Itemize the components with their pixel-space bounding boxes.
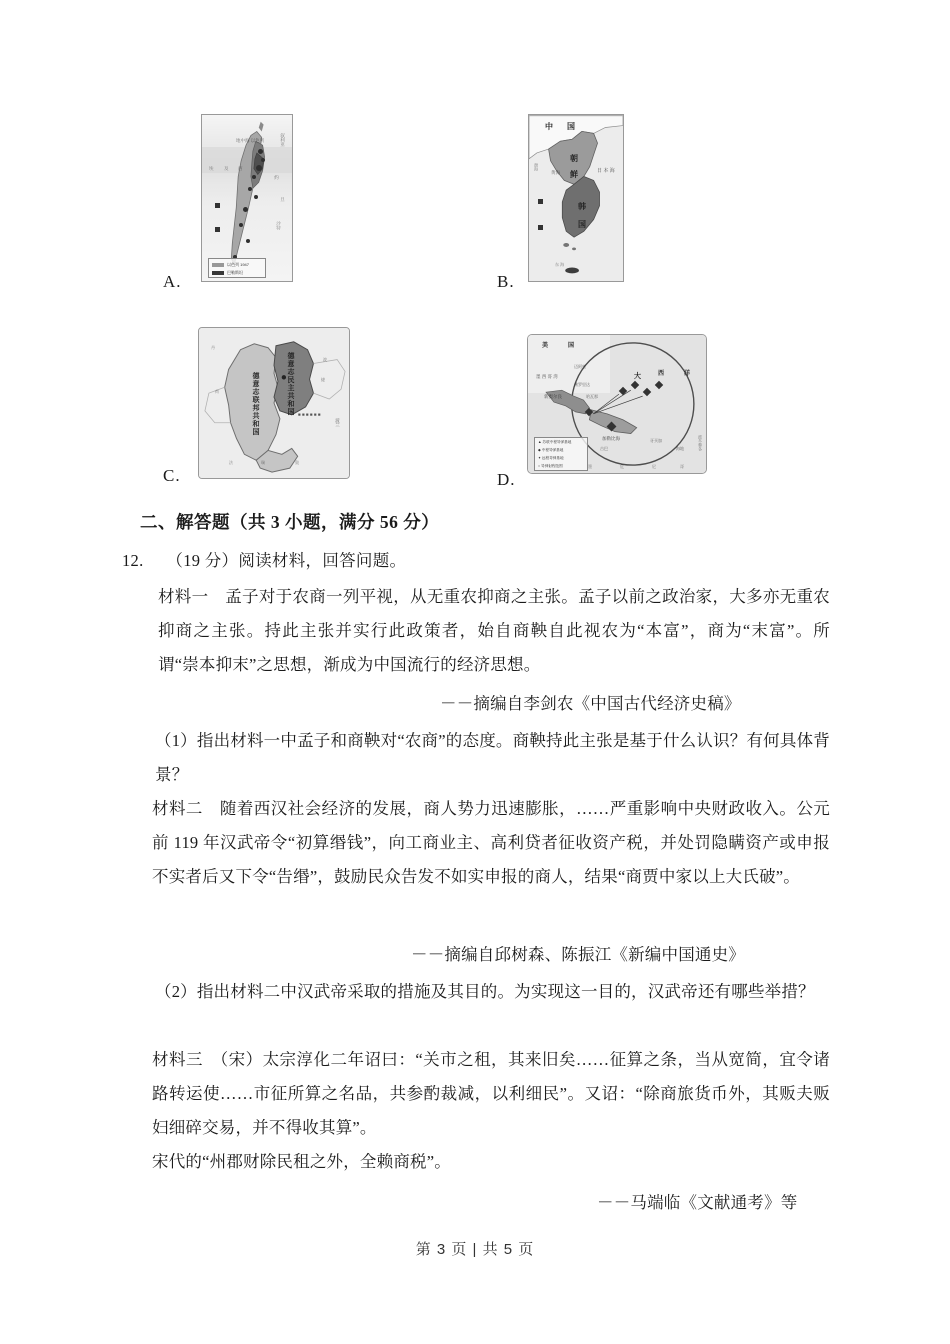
section-heading: 二、解答题（共 3 小题，满分 56 分） <box>140 512 440 532</box>
material-three: 材料三 （宋）太宗淳化二年诏曰：“关市之租，其来旧矣……征算之条，当从宽简，宜令诸路转运使……市征所算之名品，共参酌裁减，以利细民”。又诏：“除商旅货币外，其贩夫贩妇细碎交易，并不得收其算”。 <box>152 1050 830 1137</box>
east-germany-label: 德意志民主共和国 <box>287 352 294 416</box>
west-germany-label: 德意志联邦共和国 <box>252 372 259 436</box>
page-footer: 第 3 页 | 共 5 页 <box>415 1241 535 1258</box>
material-three-tail: 宋代的“州郡财除民租之外，全赖商税”。 <box>152 1152 451 1171</box>
cuba-caribbean-map: 美 国 大 西 洋 墨 西 哥 湾 迈阿密 佛罗里达 新奥尔良 哈瓦那 加勒比海 古巴 牙买加 海地 波多黎各 ▲ 苏联中程导弹基地 ◆ 中程导弹基地 ✦ 远程导弹基地 ○ 导弹射程范围 墨 危 尼 哥 <box>527 334 707 474</box>
choice-a-label: A. <box>163 272 182 291</box>
map-d-legend: ▲ 苏联中程导弹基地 ◆ 中程导弹基地 ✦ 远程导弹基地 ○ 导弹射程范围 <box>534 437 588 471</box>
sub-question-2: （2）指出材料二中汉武帝采取的措施及其目的。为实现这一目的，汉武帝还有哪些举措？ <box>155 982 815 1001</box>
divided-germany-map: 德意志民主共和国 德意志联邦共和国 ■ ■ ■ ■ ■ ■ 波兰 丹 荷 波 捷 法 瑞 奥 <box>198 327 350 479</box>
attribution-one: －－摘编自李剑农《中国古代经济史稿》 <box>440 694 741 713</box>
attribution-two: －－摘编自邱树森、陈振江《新编中国通史》 <box>411 945 745 964</box>
attribution-three: －－马端临《文献通考》等 <box>597 1193 798 1212</box>
korean-peninsula-map: 中 国 朝 鲜 韩 国 日 本 海 黄海 渤海 东 海 <box>528 114 624 282</box>
material-one: 材料一 孟子对于农商一列平视，从无重农抑商之主张。孟子以前之政治家，大多亦无重农抑商之主张。持此主张并实行此政策者，始自商鞅自此视农为“本富”，商为“末富”。所谓“崇本抑末”之思想，渐成为中国流行的经济思想。 <box>158 587 830 674</box>
sub-question-1: （1）指出材料一中孟子和商鞅对“农商”的态度。商鞅持此主张是基于什么认识？有何具体背景？ <box>155 731 830 784</box>
choice-c-label: C. <box>163 466 181 485</box>
question-number: 12. <box>122 551 144 570</box>
question-number-and-prompt <box>122 547 406 571</box>
choice-b-label: B. <box>497 272 515 291</box>
material-two: 材料二 随着西汉社会经济的发展，商人势力迅速膨胀，……严重影响中央财政收入。公元前 119 年汉武帝令“初算缗钱”，向工商业主、高利贷者征收资产税，并处罚隐瞒资产或申报不实者后又下令“告缗”，鼓励民众告发不如实申报的商人，结果“商贾中家以上大氏破”。 <box>152 799 830 886</box>
choice-d-label: D. <box>497 470 516 489</box>
map-a-legend: 以色列 1947 巴勒斯坦 <box>208 258 266 278</box>
israel-palestine-map: 地中海 以色列 埃 及 西 叙利亚 约 旦 沙特 以色列 1947 巴勒斯坦 <box>201 114 293 282</box>
question-prompt: （19 分）阅读材料，回答问题。 <box>166 551 407 570</box>
